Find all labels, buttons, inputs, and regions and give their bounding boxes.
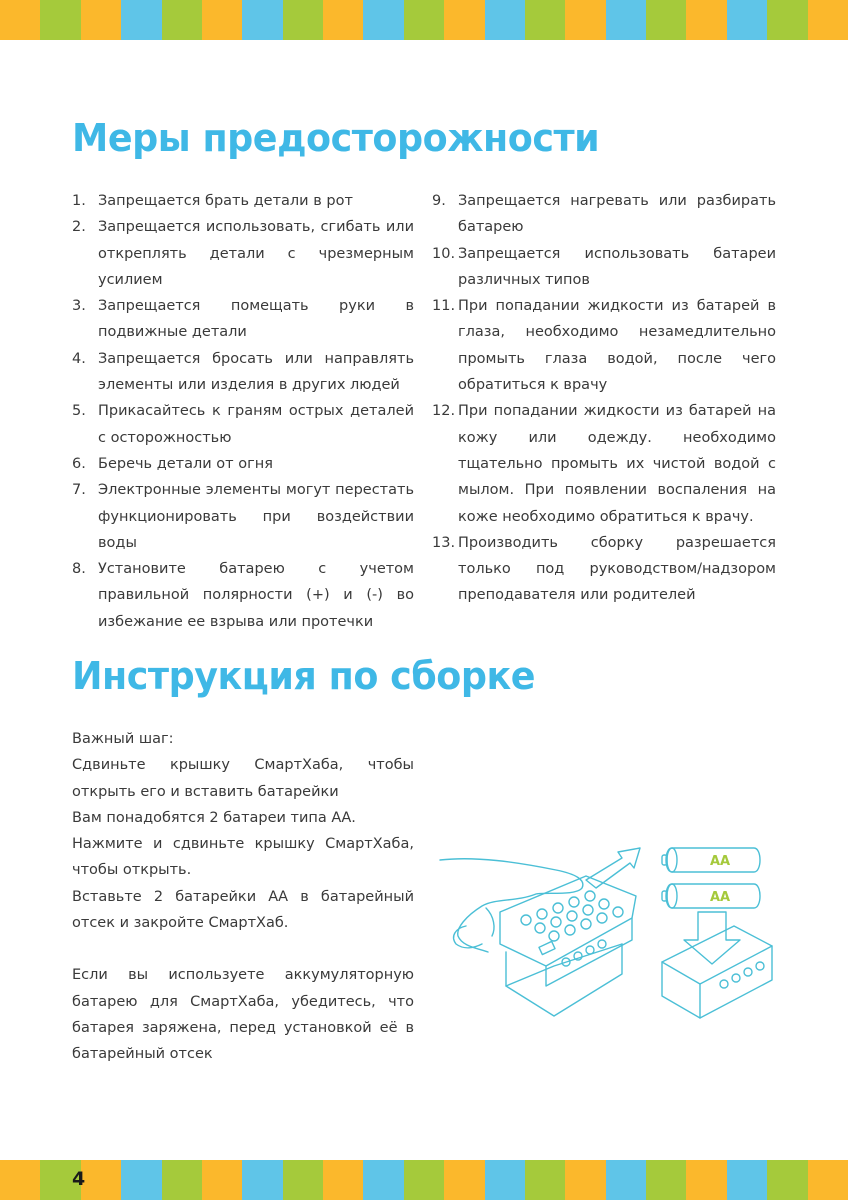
hand-finger-icon <box>486 908 494 936</box>
stripe-segment <box>808 1160 848 1200</box>
stripe-segment <box>0 1160 40 1200</box>
stripe-segment <box>162 0 202 40</box>
safety-item <box>72 214 414 293</box>
safety-item <box>72 346 414 399</box>
safety-item-number: 11. <box>432 298 456 315</box>
stripe-segment <box>323 1160 363 1200</box>
instruction-paragraph: Если вы используете аккумуляторную батарею для СмартХаба, убедитесь, что батарея заряжена, перед установкой её в батарейный отсек <box>72 967 414 1063</box>
safety-item-number: 13. <box>432 534 456 551</box>
safety-item-number: 8. <box>72 561 86 578</box>
battery-compartment <box>662 926 772 984</box>
stripe-segment <box>202 0 242 40</box>
stripe-segment <box>404 0 444 40</box>
safety-item-number: 1. <box>72 193 86 209</box>
stripe-segment <box>40 0 80 40</box>
stripe-segment <box>0 0 40 40</box>
stripe-segment <box>444 1160 484 1200</box>
safety-item-text: Запрещается использовать, сгибать или откреплять детали с чрезмерным усилием <box>98 219 414 288</box>
safety-item <box>432 530 776 609</box>
top-color-stripe <box>0 0 848 40</box>
smarthub-battery-illustration <box>436 836 776 1026</box>
stripe-segment <box>404 1160 444 1200</box>
stripe-segment <box>525 1160 565 1200</box>
stripe-segment <box>606 1160 646 1200</box>
instruction-paragraph: Важный шаг: <box>72 731 174 747</box>
stripe-segment <box>121 1160 161 1200</box>
safety-item <box>72 188 414 214</box>
safety-item-number: 9. <box>432 193 446 209</box>
stripe-segment <box>121 0 161 40</box>
stripe-segment <box>242 0 282 40</box>
stripe-segment <box>363 0 403 40</box>
safety-item <box>432 241 776 294</box>
stripe-segment <box>686 1160 726 1200</box>
stripe-segment <box>767 0 807 40</box>
safety-heading: Меры предосторожности <box>72 116 600 160</box>
safety-item <box>72 293 414 346</box>
instruction-paragraph: Нажмите и сдвиньте крышку СмартХаба, чтобы открыть. <box>72 836 414 879</box>
stripe-segment <box>686 0 726 40</box>
safety-item-text: Запрещается брать детали в рот <box>98 193 353 209</box>
safety-item-number: 3. <box>72 298 86 315</box>
assembly-instructions <box>72 726 414 1068</box>
stripe-segment <box>485 1160 525 1200</box>
stripe-segment <box>525 0 565 40</box>
stripe-segment <box>363 1160 403 1200</box>
insert-arrow-icon <box>684 912 740 964</box>
stripe-segment <box>727 0 767 40</box>
safety-item-text: Запрещается помещать руки в подвижные детали <box>98 298 414 341</box>
stripe-segment <box>485 0 525 40</box>
safety-item-number: 7. <box>72 482 86 499</box>
safety-item-text: Запрещается бросать или направлять элементы или изделия в других людей <box>98 350 414 394</box>
stripe-segment <box>81 1160 121 1200</box>
safety-list-right <box>432 188 776 609</box>
stripe-segment <box>323 0 363 40</box>
safety-item <box>432 188 776 241</box>
slide-arrow-icon <box>586 848 640 888</box>
safety-item <box>72 556 414 635</box>
stripe-segment <box>444 0 484 40</box>
instruction-paragraph: Вставьте 2 батарейки АА в батарейный отсек и закройте СмартХаб. <box>72 888 414 932</box>
instruction-paragraph: Сдвиньте крышку СмартХаба, чтобы открыть его и вставить батарейки <box>72 757 414 800</box>
battery-aa-1-label: AA <box>710 854 731 869</box>
bottom-color-stripe <box>0 1160 848 1200</box>
safety-item-number: 2. <box>72 219 86 236</box>
stripe-segment <box>202 1160 242 1200</box>
stripe-segment <box>606 0 646 40</box>
stripe-segment <box>242 1160 282 1200</box>
safety-item-number: 5. <box>72 403 86 420</box>
safety-item-text: При попадании жидкости из батарей в глаза, необходимо незамедлительно промыть глаза водой, после чего обратиться к врачу <box>458 298 776 394</box>
safety-item <box>432 398 776 529</box>
stripe-segment <box>727 1160 767 1200</box>
safety-item-number: 4. <box>72 350 86 367</box>
safety-item <box>72 451 414 477</box>
stripe-segment <box>565 0 605 40</box>
stripe-segment <box>162 1160 202 1200</box>
stripe-segment <box>283 0 323 40</box>
assembly-heading: Инструкция по сборке <box>72 654 536 698</box>
compartment-port-studs <box>720 962 764 988</box>
stripe-segment <box>565 1160 605 1200</box>
stripe-segment <box>646 1160 686 1200</box>
safety-list-left <box>72 188 414 635</box>
safety-item-text: Запрещается использовать батареи различных типов <box>458 245 776 288</box>
stripe-segment <box>81 0 121 40</box>
stripe-segment <box>767 1160 807 1200</box>
instruction-paragraph: Вам понадобятся 2 батареи типа АА. <box>72 809 356 826</box>
stripe-segment <box>283 1160 323 1200</box>
safety-item <box>432 293 776 398</box>
smarthub-studs <box>521 891 623 941</box>
safety-item-number: 12. <box>432 403 456 420</box>
safety-item-text: Установите батарею с учетом правильной полярности (+) и (-) во избежание ее взрыва или протечки <box>98 561 414 630</box>
safety-item-text: Производить сборку разрешается только под руководством/надзором преподавателя или родителей <box>458 534 776 604</box>
safety-item-text: При попадании жидкости из батарей на кожу или одежду. необходимо тщательно промыть их чистой водой с мылом. При появлении воспаления на коже необходимо обратиться к врачу. <box>458 403 776 525</box>
safety-item-number: 6. <box>72 455 86 472</box>
safety-item-number: 10. <box>432 245 456 262</box>
stripe-segment <box>808 0 848 40</box>
stripe-segment <box>646 0 686 40</box>
safety-item-text: Беречь детали от огня <box>98 455 273 472</box>
safety-item-text: Прикасайтесь к граням острых деталей с осторожностью <box>98 403 414 446</box>
safety-item <box>72 398 414 451</box>
battery-aa-2-label: AA <box>710 890 731 905</box>
safety-item-text: Электронные элементы могут перестать функционировать при воздействии воды <box>98 482 414 551</box>
page-number: 4 <box>72 1168 86 1190</box>
safety-item-text: Запрещается нагревать или разбирать батарею <box>458 193 776 236</box>
safety-item <box>72 477 414 556</box>
